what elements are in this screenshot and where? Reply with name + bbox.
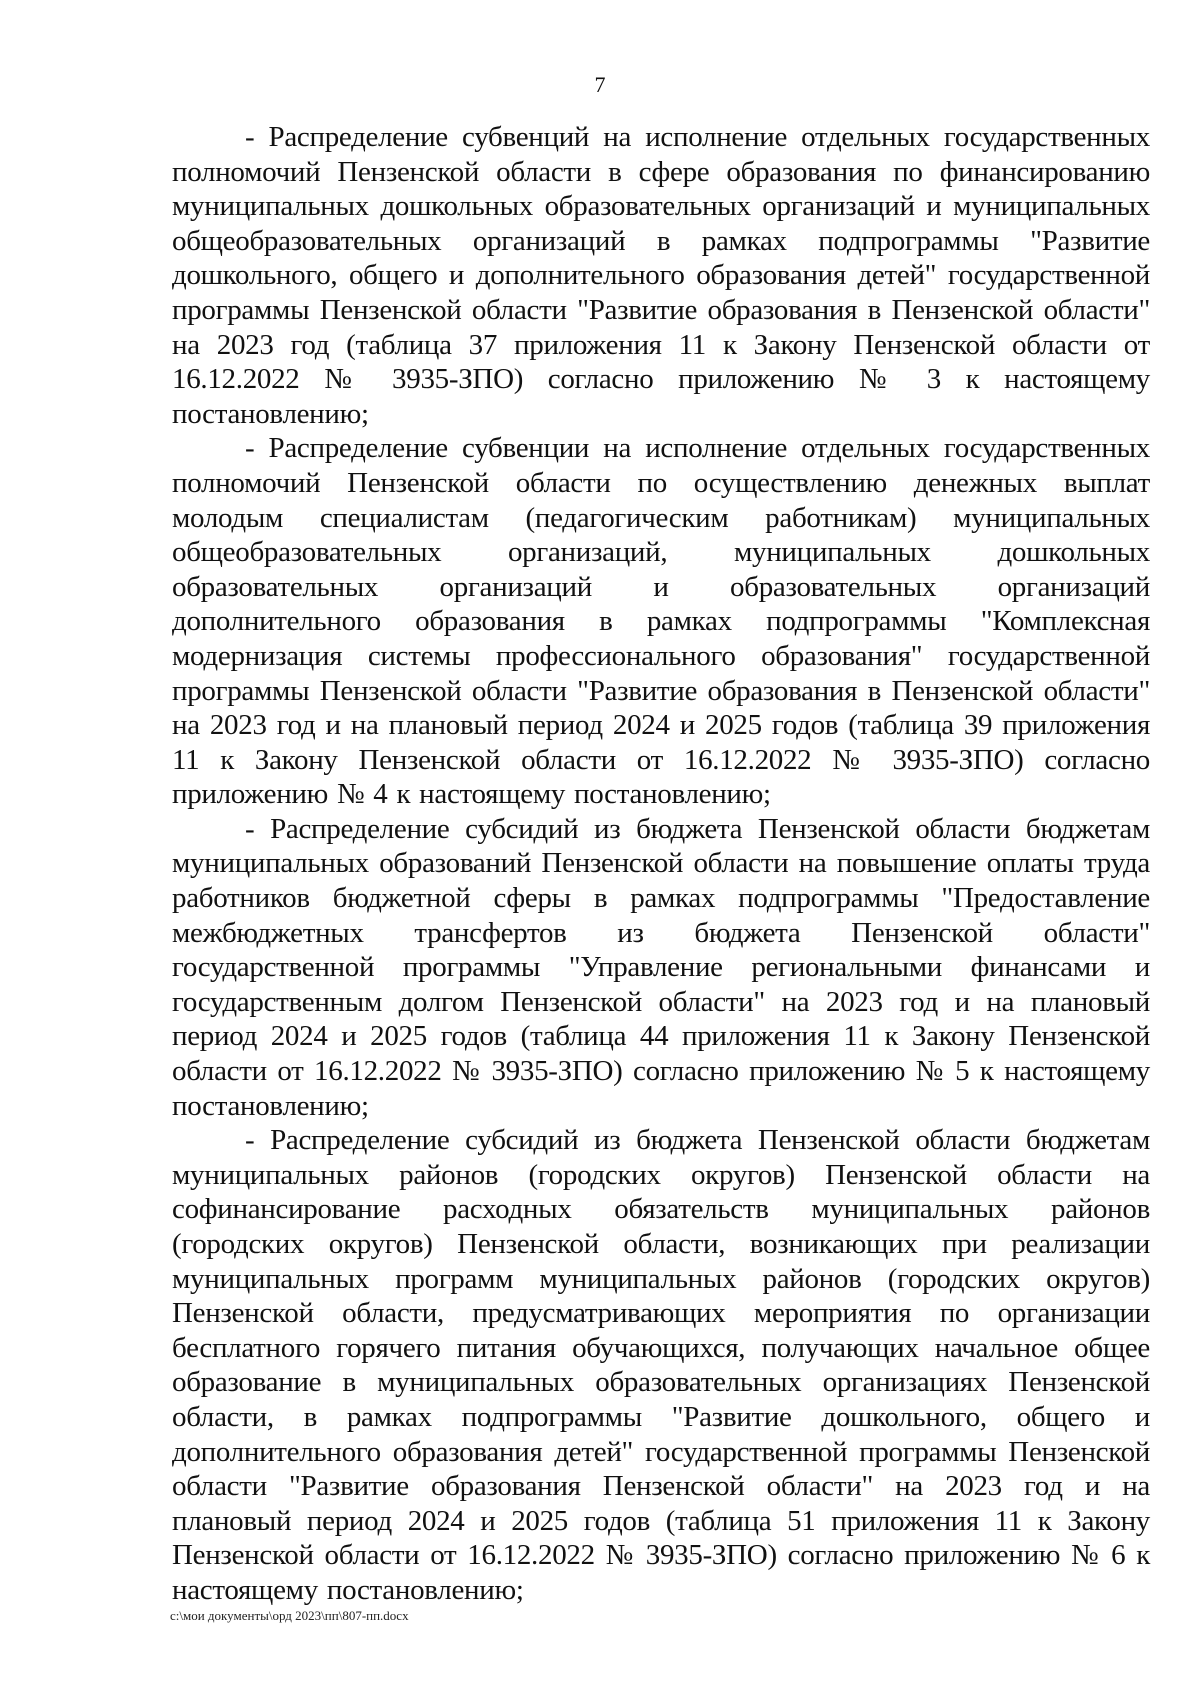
paragraph-subsidies-salary-increase: - Распределение субсидий из бюджета Пензенской области бюджетам муниципальных образований Пензенской области на повышение оплаты труда работников бюджетной сферы в рамках подпрограммы "Предоставление межбюджетных трансфертов из бюджета Пензенской области" государственной программы "Управление региональными финансами и государственным долгом Пензенской области" на 2023 год и на плановый период 2024 и 2025 годов (таблица 44 приложения 11 к Закону Пензенской области от 16.12.2022 № 3935-ЗПО) согласно приложению № 5 к настоящему постановлению; (172, 812, 1150, 1122)
document-body (172, 120, 1150, 1608)
paragraph-subventions-preschool-financing: - Распределение субвенций на исполнение отдельных государственных полномочий Пензенской области в сфере образования по финансированию муниципальных дошкольных образовательных организаций и муниципальных общеобразовательных организаций в рамках подпрограммы "Развитие дошкольного, общего и дополнительного образования детей" государственной программы Пензенской области "Развитие образования в Пензенской области" на 2023 год (таблица 37 приложения 11 к Закону Пензенской области от 16.12.2022 № 3935-ЗПО) согласно приложению № 3 к настоящему постановлению; (172, 121, 1150, 430)
paragraph-subvention-young-specialists: - Распределение субвенции на исполнение отдельных государственных полномочий Пензенской области по осуществлению денежных выплат молодым специалистам (педагогическим работникам) муниципальных общеобразовательных организаций, муниципальных дошкольных образовательных организаций и образовательных организаций дополнительного образования в рамках подпрограммы "Комплексная модернизация системы профессионального образования" государственной программы Пензенской области "Развитие образования в Пензенской области" на 2023 год и на плановый период 2024 и 2025 годов (таблица 39 приложения 11 к Закону Пензенской области от 16.12.2022 № 3935-ЗПО) согласно приложению № 4 к настоящему постановлению; (172, 432, 1150, 811)
paragraph-subsidies-hot-meals: - Распределение субсидий из бюджета Пензенской области бюджетам муниципальных районов (городских округов) Пензенской области на софинансирование расходных обязательств муниципальных районов (городских округов) Пензенской области, возникающих при реализации муниципальных программ муниципальных районов (городских округов) Пензенской области, предусматривающих мероприятия по организации бесплатного горячего питания обучающихся, получающих начальное общее образование в муниципальных образовательных организациях Пензенской области, в рамках подпрограммы "Развитие дошкольного, общего и дополнительного образования детей" государственной программы Пензенской области "Развитие образования Пензенской области" на 2023 год и на плановый период 2024 и 2025 годов (таблица 51 приложения 11 к Закону Пензенской области от 16.12.2022 № 3935-ЗПО) согласно приложению № 6 к настоящему постановлению; (172, 1124, 1150, 1606)
footer-file-path: c:\мои документы\орд 2023\пп\807-пп.docx (170, 1608, 409, 1623)
page-number: 7 (594, 72, 606, 97)
